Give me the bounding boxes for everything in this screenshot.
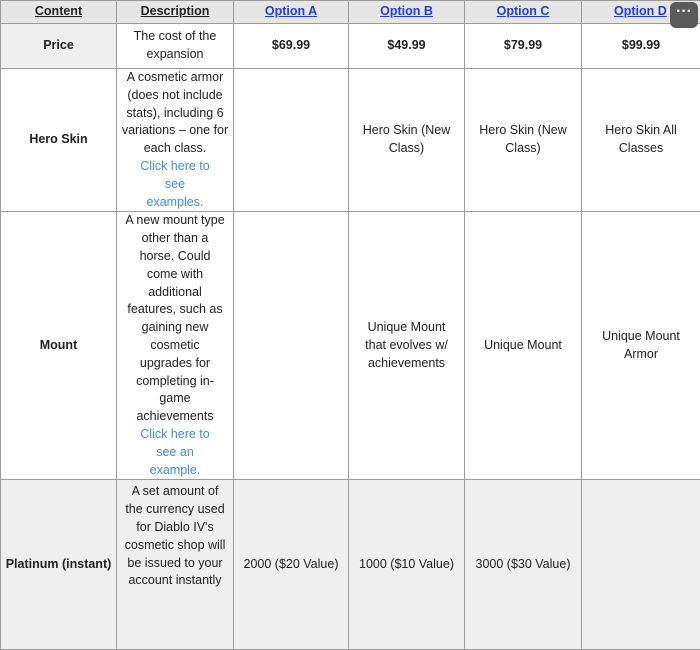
price-description-text: The cost of the expansion <box>121 28 229 64</box>
option-b-link[interactable]: Option B <box>380 4 433 18</box>
mount-option-a <box>234 212 349 480</box>
header-content-label: Content <box>35 4 82 18</box>
price-option-c: $79.99 <box>465 24 582 69</box>
more-horizontal-icon[interactable] <box>670 2 698 28</box>
hero-skin-option-d: Hero Skin All Classes <box>582 69 700 212</box>
price-option-d: $99.99 <box>582 24 700 69</box>
hero-skin-description-text: A cosmetic armor (does not include stats), including 6 variations – one for each class. <box>121 69 229 158</box>
price-option-a: $69.99 <box>234 24 349 69</box>
row-mount <box>1 212 700 480</box>
platinum-label: Platinum (instant) <box>1 480 117 650</box>
platinum-option-c: 3000 ($30 Value) <box>465 480 582 650</box>
platinum-option-a: 2000 ($20 Value) <box>234 480 349 650</box>
mount-example-link[interactable]: Click here to see an example. <box>121 426 229 479</box>
price-option-b: $49.99 <box>349 24 465 69</box>
hero-skin-label: Hero Skin <box>1 69 117 212</box>
header-row <box>1 1 700 24</box>
platinum-option-d <box>582 480 700 650</box>
mount-label: Mount <box>1 212 117 480</box>
option-c-link[interactable]: Option C <box>497 4 550 18</box>
mount-option-b: Unique Mount that evolves w/ achievements <box>349 212 465 480</box>
header-content <box>1 1 117 24</box>
price-label: Price <box>1 24 117 69</box>
mount-option-c: Unique Mount <box>465 212 582 480</box>
platinum-description <box>117 480 234 650</box>
hero-skin-option-c: Hero Skin (New Class) <box>465 69 582 212</box>
mount-option-d: Unique Mount Armor <box>582 212 700 480</box>
platinum-description-text: A set amount of the currency used for Diablo IV's cosmetic shop will be issued to your account instantly <box>121 483 229 590</box>
header-option-b <box>349 1 465 24</box>
hero-skin-examples-link[interactable]: Click here to see examples. <box>121 158 229 211</box>
hero-skin-option-b: Hero Skin (New Class) <box>349 69 465 212</box>
option-a-link[interactable]: Option A <box>265 4 317 18</box>
price-description <box>117 24 234 69</box>
more-icon-glyph: ··· <box>676 3 692 20</box>
row-platinum <box>1 480 700 650</box>
header-description <box>117 1 234 24</box>
header-option-c <box>465 1 582 24</box>
hero-skin-option-a <box>234 69 349 212</box>
platinum-option-b: 1000 ($10 Value) <box>349 480 465 650</box>
row-price <box>1 24 700 69</box>
row-hero-skin <box>1 69 700 212</box>
header-option-a <box>234 1 349 24</box>
option-d-link[interactable]: Option D <box>614 4 667 18</box>
mount-description-text: A new mount type other than a horse. Could come with additional features, such as gaining new cosmetic upgrades for completing in-game achievements <box>121 212 229 426</box>
header-description-label: Description <box>141 4 210 18</box>
mount-description <box>117 212 234 480</box>
hero-skin-description <box>117 69 234 212</box>
